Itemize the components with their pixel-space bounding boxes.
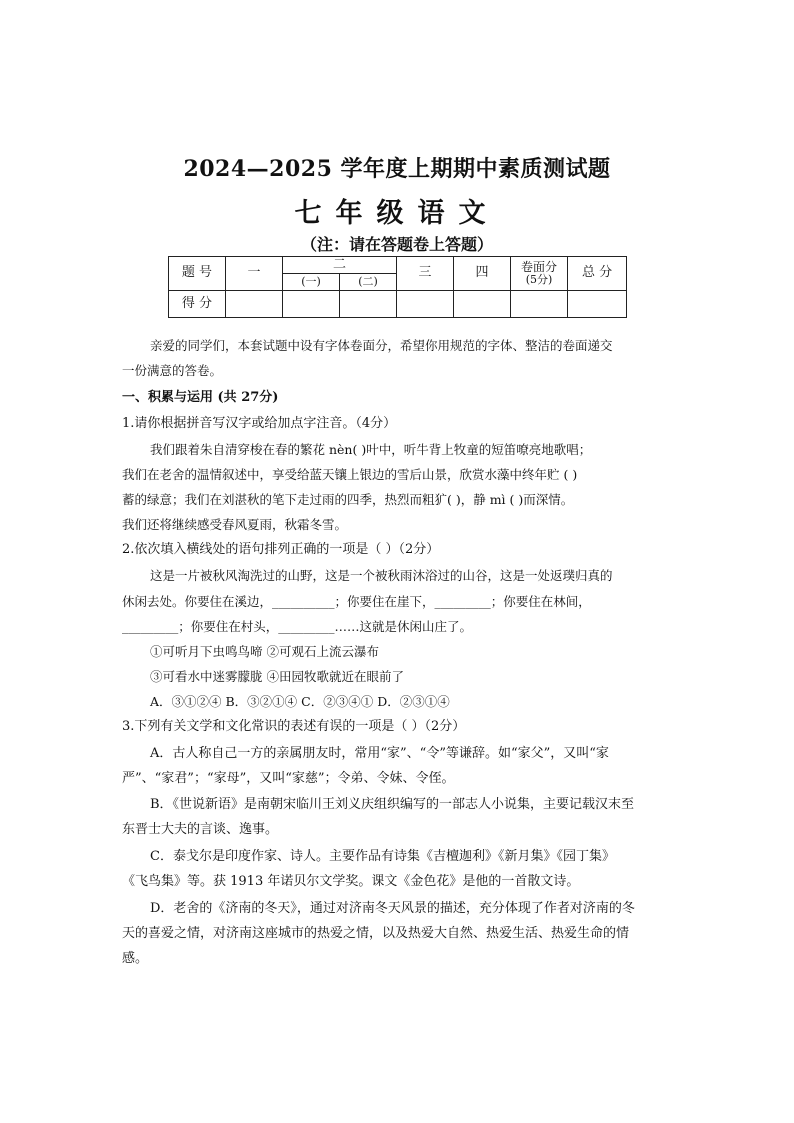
option-a-cont: 严”、“家君”；“家母”，又叫“家慈”；令弟、令妹、令侄。 bbox=[122, 771, 455, 786]
score-cell bbox=[454, 291, 511, 318]
score-cell bbox=[397, 291, 454, 318]
option-b: B．《世说新语》是南朝宋临川王刘义庆组织编写的一部志人小说集，主要记载汉末至 bbox=[150, 797, 635, 812]
option-row: ③可看水中迷雾朦胧 ④田园牧歌就近在眼前了 bbox=[150, 669, 404, 684]
option-a: A．古人称自己一方的亲属朋友时，常用“家”、“令”等谦辞。如“家父”，又叫“家 bbox=[150, 746, 609, 761]
score-table bbox=[168, 256, 627, 318]
score-cell bbox=[283, 291, 340, 318]
question-text: 休闲去处。你要住在溪边，__________；你要住在崖下，_________；你要住在林间， bbox=[122, 594, 591, 609]
col-section-1: 一 bbox=[226, 257, 283, 291]
col-total: 总 分 bbox=[568, 257, 627, 291]
option-c: C．泰戈尔是印度作家、诗人。主要作品有诗集《吉檀迦利》《新月集》《园丁集》 bbox=[150, 849, 615, 864]
option-d: D．老舍的《济南的冬天》，通过对济南冬天风景的描述，充分体现了作者对济南的冬 bbox=[150, 901, 635, 916]
col-neatness bbox=[511, 257, 568, 291]
question-stem: 3.下列有关文学和文化常识的表述有误的一项是（ ）（2分） bbox=[122, 719, 466, 734]
label-score: 得 分 bbox=[169, 291, 226, 318]
question-text: 这是一片被秋风淘洗过的山野，这是一个被秋雨沐浴过的山谷，这是一处返璞归真的 bbox=[150, 568, 613, 583]
question-stem: 1.请你根据拼音写汉字或给加点字注音。（4分） bbox=[122, 416, 397, 431]
intro-line: 亲爱的同学们，本套试题中设有字体卷面分，希望你用规范的字体、整洁的卷面递交 bbox=[150, 338, 613, 353]
option-c-cont: 《飞鸟集》等。获 1913 年诺贝尔文学奖。课文《金色花》是他的一首散文诗。 bbox=[122, 874, 580, 889]
question-text: _________；你要住在村头，_________……这就是休闲山庄了。 bbox=[122, 619, 473, 634]
option-row: ①可听月下虫鸣鸟啼 ②可观石上流云瀑布 bbox=[150, 644, 379, 659]
question-stem: 2.依次填入横线处的语句排列正确的一项是（ ）（2分） bbox=[122, 542, 440, 557]
question-text: 蓄的绿意；我们在刘湛秋的笔下走过雨的四季，热烈而粗犷( )，静 mì ( )而深情。 bbox=[122, 492, 574, 507]
question-text: 我们还将继续感受春风夏雨，秋霜冬雪。 bbox=[122, 517, 348, 532]
question-text: 我们跟着朱自清穿梭在春的繁花 nèn( )叶中，听牛背上牧童的短笛嘹亮地歌唱； bbox=[150, 442, 592, 457]
answer-note: （注：请在答题卷上答题） bbox=[300, 235, 493, 254]
col-neatness-points: (5分) bbox=[525, 273, 553, 287]
col-section-2-part-1: (一) bbox=[283, 274, 340, 291]
score-cell bbox=[340, 291, 397, 318]
exam-title: 2024—2025 学年度上期期中素质测试题 bbox=[183, 156, 611, 182]
col-section-4: 四 bbox=[454, 257, 511, 291]
choice-row: A．③①②④ B．③②①④ C．②③④① D．②③①④ bbox=[150, 694, 450, 709]
option-b-cont: 东晋士大夫的言谈、逸事。 bbox=[122, 822, 279, 837]
option-d-cont: 天的喜爱之情，对济南这座城市的热爱之情，以及热爱大自然、热爱生活、热爱生命的情 bbox=[122, 926, 630, 941]
score-cell bbox=[226, 291, 283, 318]
option-d-cont: 感。 bbox=[122, 951, 149, 966]
question-text: 我们在老舍的温情叙述中，享受给蓝天镶上银边的雪后山景，欣赏水藻中终年贮 ( ) bbox=[122, 467, 578, 482]
col-neatness-label: 卷面分 bbox=[521, 259, 558, 274]
intro-line: 一份满意的答卷。 bbox=[122, 363, 223, 378]
col-section-2: 二 bbox=[283, 257, 397, 274]
col-section-2-part-2: (二) bbox=[340, 274, 397, 291]
label-question-number: 题 号 bbox=[169, 257, 226, 291]
score-cell bbox=[568, 291, 627, 318]
score-cell bbox=[511, 291, 568, 318]
subject-title: 七年级语文 bbox=[294, 198, 500, 229]
col-section-3: 三 bbox=[397, 257, 454, 291]
section-title: 一、积累与运用 (共 27分) bbox=[122, 390, 279, 405]
